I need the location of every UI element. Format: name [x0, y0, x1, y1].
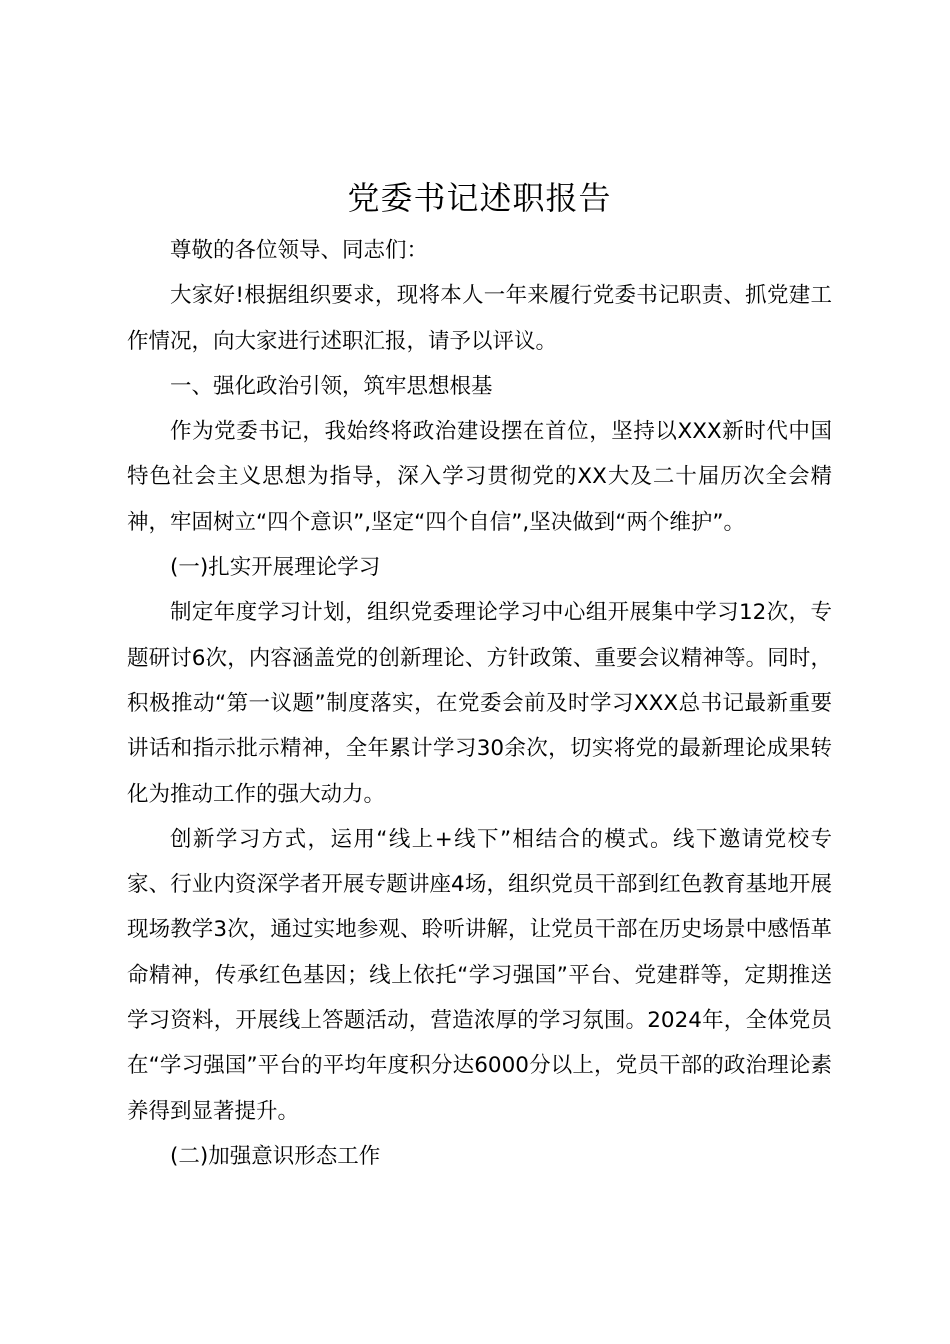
- paragraph-political-building: 作为党委书记，我始终将政治建设摆在首位，坚持以XXX新时代中国特色社会主义思想为指导，深入学习贯彻党的XX大及二十届历次全会精神，牢固树立“四个意识”,坚定“四个自信”,坚决做到“两个维护”。: [127, 419, 832, 535]
- subsection-heading-2: (二)加强意识形态工作: [170, 1143, 381, 1169]
- subsection-heading-1: (一)扎实开展理论学习: [170, 555, 381, 581]
- salutation: 尊敬的各位领导、同志们：: [170, 238, 429, 263]
- document-body: [127, 168, 832, 1179]
- document-title: 党委书记述职报告: [347, 179, 612, 217]
- paragraph-study-methods: 创新学习方式，运用“线上+线下”相结合的模式。线下邀请党校专家、行业内资深学者开展专题讲座4场，组织党员干部到红色教育基地开展现场教学3次，通过实地参观、聆听讲解，让党员干部在历史场景中感悟革命精神，传承红色基因；线上依托“学习强国”平台、党建群等，定期推送学习资料，开展线上答题活动，营造浓厚的学习氛围。2024年，全体党员在“学习强国”平台的平均年度积分达6000分以上，党员干部的政治理论素养得到显著提升。: [127, 826, 832, 1124]
- section-heading-1: 一、强化政治引领，筑牢思想根基: [170, 373, 493, 399]
- paragraph-study-plan: 制定年度学习计划，组织党委理论学习中心组开展集中学习12次，专题研讨6次，内容涵盖党的创新理论、方针政策、重要会议精神等。同时，积极推动“第一议题”制度落实，在党委会前及时学习XXX总书记最新重要讲话和指示批示精神，全年累计学习30余次，切实将党的最新理论成果转化为推动工作的强大动力。: [127, 600, 832, 807]
- paragraph-greeting: 大家好!根据组织要求，现将本人一年来履行党委书记职责、抓党建工作情况，向大家进行述职汇报，请予以评议。: [127, 283, 832, 354]
